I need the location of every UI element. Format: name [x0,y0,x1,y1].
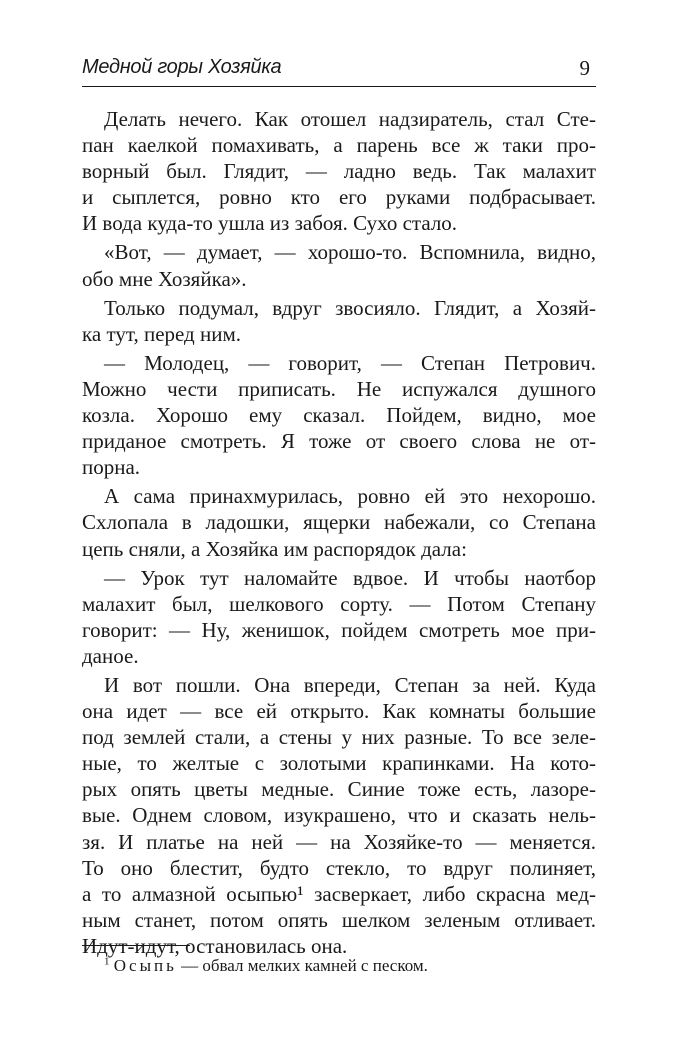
text-line: ные, то желтые с золотыми крапинками. На кото- [82,751,596,776]
text-line: под землей стали, а стены у них разные. То все зеле- [82,725,596,750]
paragraph [82,350,596,480]
text-line: цепь сняли, а Хозяйка им распорядок дала: [82,536,467,561]
text-line: ворный был. Глядит, — ладно ведь. Так малахит [82,159,596,184]
paragraph [82,106,596,236]
text-line: То оно блестит, будто стекло, то вдруг полиняет, [82,855,596,880]
text-line: а то алмазной осыпью¹ засверкает, либо скрасна мед- [82,881,596,906]
text-line: она идет — все ей открыто. Как комнаты большие [82,699,596,724]
footnote-divider [82,945,190,946]
paragraph [82,239,596,291]
text-line: пан каелкой помахивать, а парень все ж таки про- [82,133,596,158]
text-line: — Молодец, — говорит, — Степан Петрович. [104,350,596,375]
paragraph [82,295,596,347]
running-title: Медной горы Хозяйка [82,56,282,78]
paragraph [82,672,596,959]
text-line: Схлопала в ладошки, ящерки набежали, со Степана [82,510,596,535]
text-line: ка тут, перед ним. [82,321,242,346]
text-line: ным станет, потом опять шелком зеленым отливает. [82,907,596,932]
paragraph [82,565,596,669]
text-line: и сыплется, ровно кто его руками подбрасывает. [82,185,596,210]
text-line: Идут-идут, остановилась она. [82,933,348,958]
text-line: зя. И платье на ней — на Хозяйке-то — меняется. [82,829,596,854]
text-line: даное. [82,643,139,668]
text-line: Делать нечего. Как отошел надзиратель, стал Сте- [104,107,596,131]
text-line: обо мне Хозяйка». [82,266,247,291]
body-text [82,106,596,962]
text-line: вые. Однем словом, изукрашено, что и сказать нель- [82,803,596,828]
text-line: малахит был, шелкового сорту. — Потом Степану [82,591,596,616]
footnote [104,955,428,977]
paragraph [82,483,596,561]
text-line: порна. [82,455,141,480]
text-line: «Вот, — думает, — хорошо-то. Вспомнила, видно, [104,240,596,265]
text-line: И вода куда-то ушла из забоя. Сухо стало. [82,211,458,236]
footnote-term: Осыпь [113,956,177,975]
text-line: рых опять цветы медные. Синие тоже есть, лазоре- [82,777,596,802]
page-number: 9 [579,56,590,80]
text-line: Можно чести приписать. Не испужался душного [82,376,596,401]
footnote-marker: 1 [104,955,110,968]
text-line: говорит: — Ну, женишок, пойдем смотреть мое при- [82,617,596,642]
text-line: А сама принахмурилась, ровно ей это нехорошо. [104,484,596,509]
text-line: — Урок тут наломайте вдвое. И чтобы наотбор [104,565,596,590]
text-line: приданое смотреть. Я тоже от своего слова не от- [82,429,596,454]
text-line: И вот пошли. Она впереди, Степан за ней. Куда [104,672,596,697]
footnote-text: — обвал мелких камней с песком. [176,956,428,975]
text-line: Только подумал, вдруг звосияло. Глядит, а Хозяй- [104,295,596,320]
running-header [82,56,596,87]
text-line: козла. Хорошо ему сказал. Пойдем, видно, мое [82,403,596,428]
